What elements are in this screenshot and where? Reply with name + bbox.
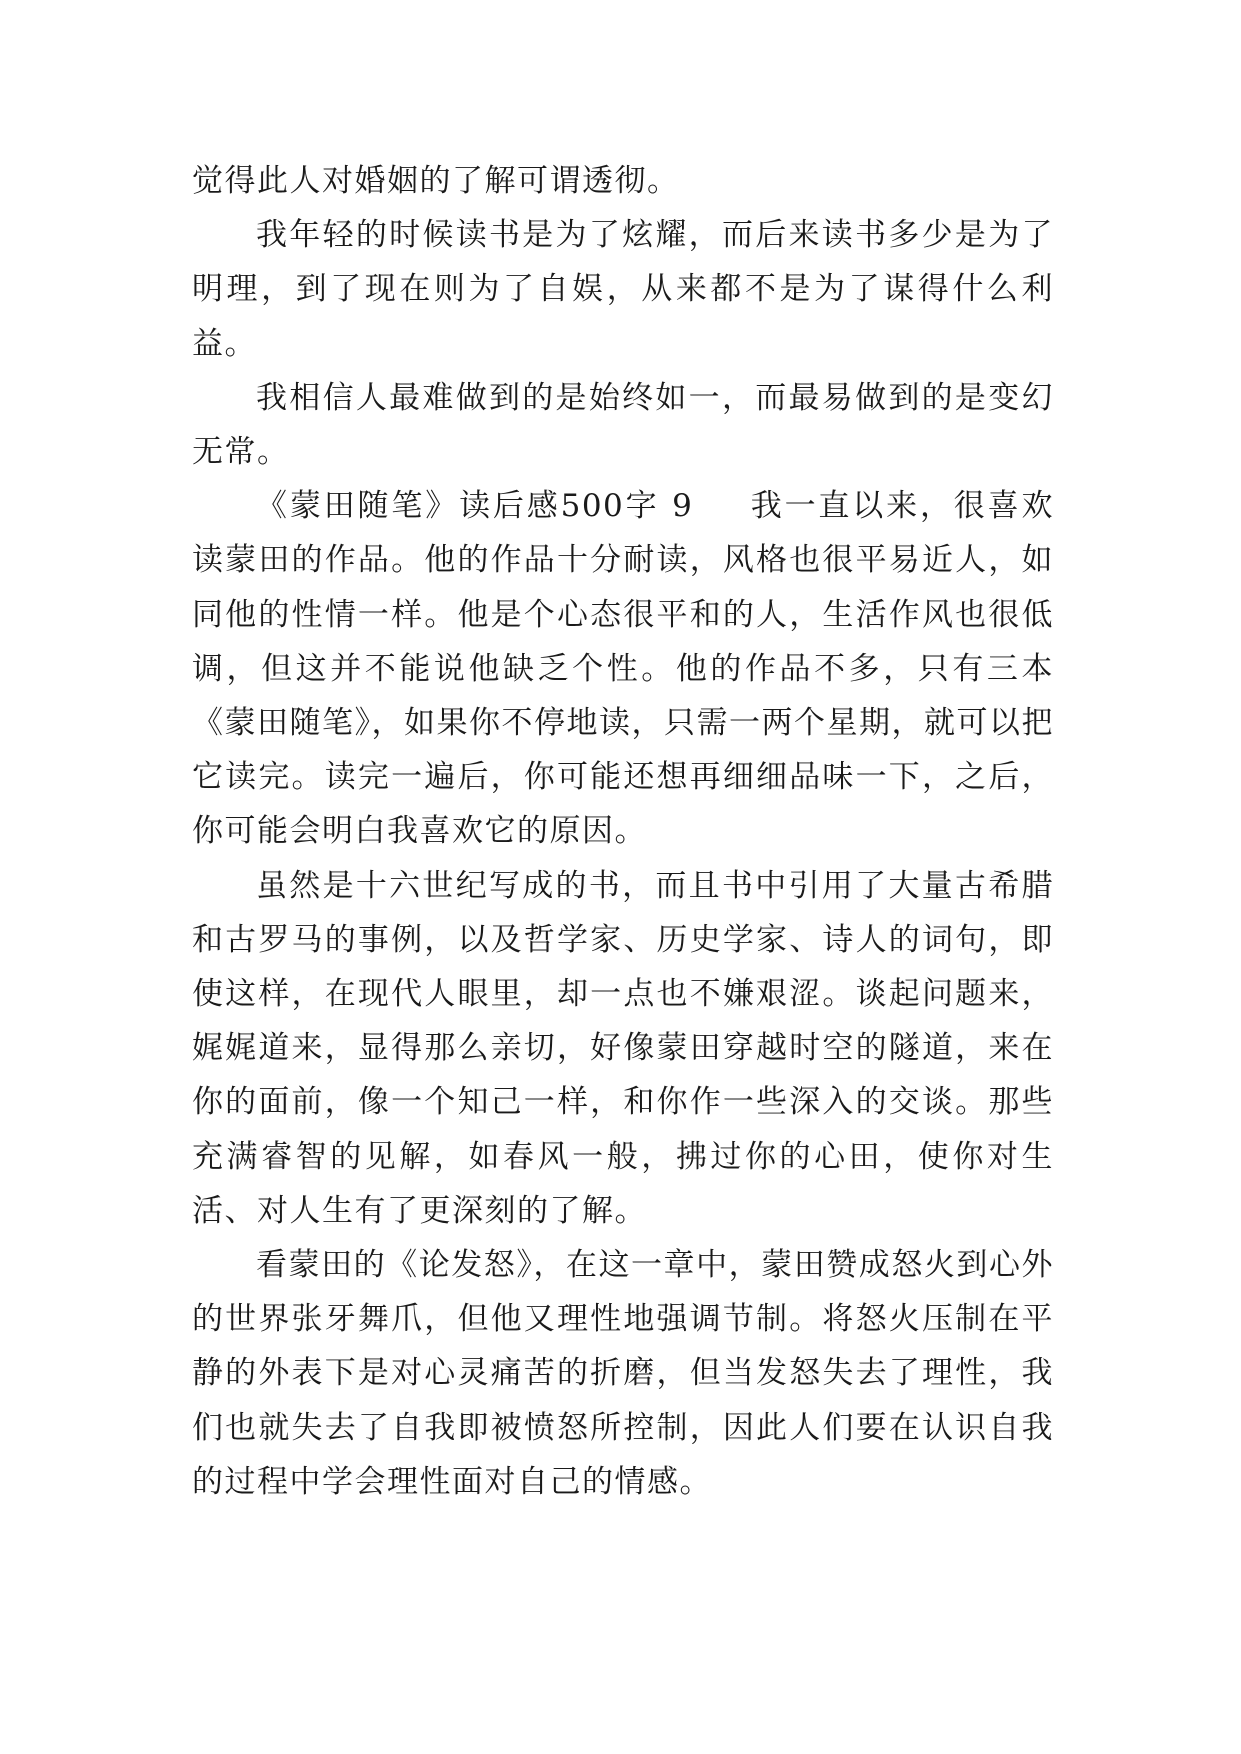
section-title: 《蒙田随笔》读后感500字 9 [256, 488, 694, 525]
paragraph-continuation: 觉得此人对婚姻的了解可谓透彻。 [192, 163, 680, 199]
document-body [192, 154, 1054, 1509]
paragraph-reading-purpose: 我年轻的时候读书是为了炫耀，而后来读书多少是为了明理，到了现在则为了自娱，从来都不是为了谋得什么利益。 [192, 217, 1054, 362]
section-paragraph [192, 479, 1054, 858]
paragraph-book-description: 虽然是十六世纪写成的书，而且书中引用了大量古希腊和古罗马的事例，以及哲学家、历史学家、诗人的词句，即使这样，在现代人眼里，却一点也不嫌艰涩。谈起问题来，娓娓道来，显得那么亲切，好像蒙田穿越时空的隧道，来在你的面前，像一个知己一样，和你作一些深入的交谈。那些充满睿智的见解，如春风一般，拂过你的心田，使你对生活、对人生有了更深刻的了解。 [192, 867, 1054, 1229]
paragraph-consistency: 我相信人最难做到的是始终如一，而最易做到的是变幻无常。 [192, 379, 1054, 471]
paragraph-on-anger: 看蒙田的《论发怒》，在这一章中，蒙田赞成怒火到心外的世界张牙舞爪，但他又理性地强调节制。将怒火压制在平静的外表下是对心灵痛苦的折磨，但当发怒失去了理性，我们也就失去了自我即被愤怒所控制，因此人们要在认识自我的过程中学会理性面对自己的情感。 [192, 1247, 1054, 1500]
section-first-paragraph: 我一直以来，很喜欢读蒙田的作品。他的作品十分耐读，风格也很平易近人，如同他的性情一样。他是个心态很平和的人，生活作风也很低调，但这并不能说他缺乏个性。他的作品不多，只有三本《蒙田随笔》，如果你不停地读，只需一两个星期，就可以把它读完。读完一遍后，你可能还想再细细品味一下，之后，你可能会明白我喜欢它的原因。 [192, 488, 1054, 850]
